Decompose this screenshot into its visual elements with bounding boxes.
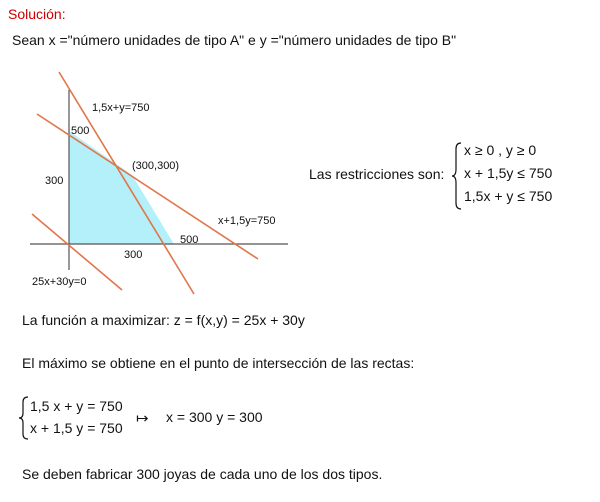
label-line-a: 1,5x+y=750 bbox=[92, 102, 150, 114]
label-intersection: (300,300) bbox=[132, 160, 180, 172]
equation-2: x + 1,5 y = 750 bbox=[30, 420, 123, 436]
conclusion: Se deben fabricar 300 joyas de cada uno de los dos tipos. bbox=[22, 466, 383, 482]
system-brace bbox=[18, 395, 30, 441]
restriction-1: x ≥ 0 , y ≥ 0 bbox=[464, 142, 537, 158]
maximum-statement: El máximo se obtiene en el punto de intersección de las rectas: bbox=[22, 355, 415, 371]
restrictions-list bbox=[464, 139, 552, 208]
maps-to-arrow: ↦ bbox=[136, 410, 149, 427]
restriction-3: 1,5x + y ≤ 750 bbox=[464, 188, 553, 204]
solution-values: x = 300 y = 300 bbox=[166, 409, 263, 425]
tick-x-300: 300 bbox=[124, 249, 143, 261]
restrictions-label: Las restricciones son: bbox=[309, 166, 445, 182]
restrictions-brace bbox=[451, 141, 463, 211]
tick-y-500: 500 bbox=[71, 125, 90, 137]
tick-x-500: 500 bbox=[180, 234, 199, 246]
restriction-2: x + 1,5y ≤ 750 bbox=[464, 165, 553, 181]
tick-y-300: 300 bbox=[45, 175, 64, 187]
feasible-region bbox=[69, 131, 174, 244]
label-objective: 25x+30y=0 bbox=[32, 276, 87, 288]
equation-system bbox=[30, 395, 123, 439]
feasible-region-graph bbox=[26, 62, 296, 297]
objective-function: La función a maximizar: z = f(x,y) = 25x + 30y bbox=[22, 312, 305, 328]
label-line-b: x+1,5y=750 bbox=[218, 215, 276, 227]
equation-1: 1,5 x + y = 750 bbox=[30, 398, 123, 414]
variable-definition: Sean x ="número unidades de tipo A" e y ="número unidades de tipo B" bbox=[12, 32, 457, 48]
solution-heading: Solución: bbox=[8, 6, 66, 22]
